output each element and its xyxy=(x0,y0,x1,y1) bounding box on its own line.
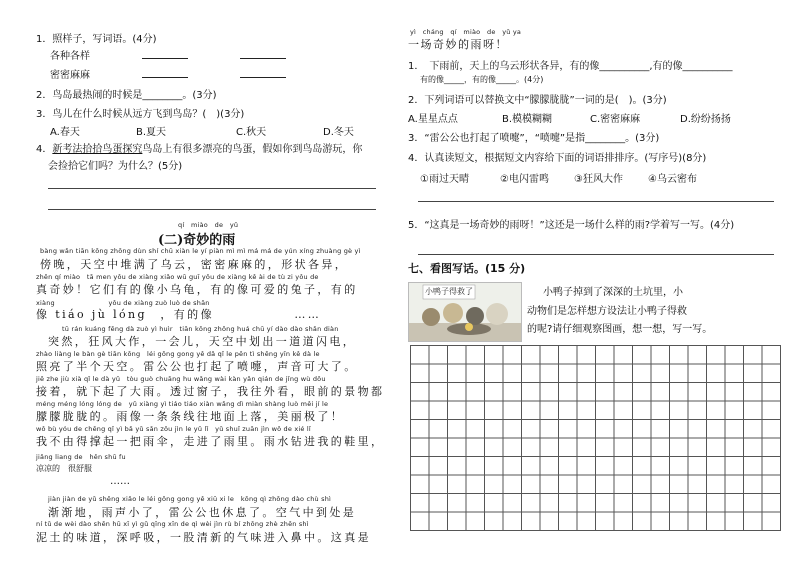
r-q4-item-4: ④乌云密布 xyxy=(648,174,697,185)
q1-blank-4[interactable] xyxy=(240,67,286,78)
pinyin-line: jiē zhe jiù xià qǐ le dà yǔ tòu guò chuāng hu wǎng wài kàn yǎn qián de jǐng wù dōu xyxy=(36,375,326,383)
pinyin-line: bàng wǎn tiān kōng zhōng dùn shí chū xiàn le yí piàn mì mì má má de yún xíng zhuàng gè yì xyxy=(40,247,361,255)
passage-title: (二)奇妙的雨 xyxy=(158,233,236,248)
pinyin-line: jiàn jiàn de yǔ shēng xiǎo le léi gōng gong yě xiū xi le kōng qì zhōng dào chù shì xyxy=(48,495,332,503)
answer-line[interactable] xyxy=(418,254,774,255)
passage-line: 像 tiáo jù lóng ，有的像 …… xyxy=(36,308,322,321)
q1-example-2: 密密麻麻 xyxy=(50,70,90,81)
r-q2-option-a[interactable]: A.星星点点 xyxy=(408,114,458,125)
duckling-picture xyxy=(408,282,522,342)
passage-line: 照亮了半个天空。雷公公也打起了喷嚏，声音可大了。 xyxy=(36,360,358,373)
q3-option-b[interactable]: B.夏天 xyxy=(136,127,167,138)
passage-ending: 一场奇妙的雨呀！ xyxy=(408,38,508,51)
r-q4-item-1: ①雨过天晴 xyxy=(420,174,469,185)
q3-option-d[interactable]: D.冬天 xyxy=(323,127,354,138)
q4-text: 鸟岛上有很多漂亮的鸟蛋，假如你到鸟岛游玩，你 xyxy=(142,144,363,155)
head-pinyin: yì cháng qí miào de yǔ ya xyxy=(410,28,522,36)
passage-line: 泥土的味道，深呼吸，一股清新的气味进入鼻中。这真是 xyxy=(36,531,371,544)
q2-text: 2．鸟岛最热闹的时候是________。(3分) xyxy=(36,90,217,101)
pinyin-line: tū rán kuáng fēng dà zuò yì huìr tiān kōng zhōng huá chū yí dào dào shǎn diàn xyxy=(62,325,339,333)
q1-blank-3[interactable] xyxy=(142,67,188,78)
answer-line[interactable] xyxy=(48,209,376,210)
r-q4-item-3: ③狂风大作 xyxy=(574,174,623,185)
writing-prompt-3: 的呢?请仔细观察图画，想一想，写一写。 xyxy=(527,324,713,335)
passage-line: 渐渐地，雨声小了，雷公公也休息了。空气中到处是 xyxy=(48,506,357,519)
passage-line: 突然，狂风大作，一会儿，天空中划出一道道闪电， xyxy=(48,335,357,348)
passage-line: 真奇妙！它们有的像小乌龟，有的像可爱的兔子，有的 xyxy=(36,283,358,296)
q4-line1 xyxy=(36,140,362,155)
q1-text: 1．照样子，写词语。(4分) xyxy=(36,34,157,45)
pinyin-line: xiàng yǒu de xiàng zuò luò de shān xyxy=(36,299,210,307)
r-q2-option-c[interactable]: C.密密麻麻 xyxy=(590,114,641,125)
r-q2-option-d[interactable]: D.纷纷扬扬 xyxy=(680,114,731,125)
q4-prefix: 4． xyxy=(36,144,53,155)
q4-line2: 会捡拾它们吗？为什么？(5分) xyxy=(48,161,183,172)
q1-example-1: 各种各样 xyxy=(50,51,90,62)
pinyin-line: méng méng lóng lóng de yǔ xiàng yì tiáo tiáo xiàn wǎng dì miàn shàng luò měi jí le xyxy=(36,400,329,408)
pinyin-line: zhēn qí miào tā men yǒu de xiàng xiǎo wū guī yǒu de xiàng kě ài de tù zi yǒu de xyxy=(36,273,319,281)
ellipsis: …… xyxy=(110,476,130,487)
answer-line[interactable] xyxy=(418,201,774,202)
q4-tag: 新考法拾拾鸟蛋探究 xyxy=(52,144,143,155)
writing-prompt-2: 动物们是怎样想方设法让小鸭子得救 xyxy=(527,306,687,317)
r-q2-text: 2．下列词语可以替换文中“朦朦胧胧”一词的是( )。(3分) xyxy=(408,95,667,106)
answer-line[interactable] xyxy=(48,188,376,189)
q3-option-c[interactable]: C.秋天 xyxy=(236,127,267,138)
q1-blank-1[interactable] xyxy=(142,48,188,59)
q3-option-a[interactable]: A.春天 xyxy=(50,127,80,138)
passage-line: 我不由得撑起一把雨伞，走进了雨里。雨水钻进我的鞋里， xyxy=(36,435,385,448)
writing-grid[interactable] xyxy=(410,345,781,531)
r-q3-text: 3．“雷公公也打起了喷嚏”，“喷嚏”是指________。(3分) xyxy=(408,133,660,144)
writing-prompt-1: 小鸭子掉到了深深的土坑里，小 xyxy=(543,287,683,298)
r-q2-option-b[interactable]: B.模模糊糊 xyxy=(502,114,553,125)
r-q4-text: 4．认真读短文，根据短文内容给下面的词语排排序。(写序号)(8分) xyxy=(408,153,707,164)
r-q1-line2: 有的像_____，有的像_____。(4分) xyxy=(420,75,544,84)
pinyin-line: wǒ bù yóu de chēng qǐ yì bǎ yǔ sǎn zǒu jìn le yǔ lǐ yǔ shuǐ zuān jìn wǒ de xié lǐ xyxy=(36,425,311,433)
pinyin-line: ní tǔ de wèi dào shēn hū xī yì gǔ qīng xīn de qì wèi jìn rù bí zhōng zhè zhēn shì xyxy=(36,520,309,528)
note-text: 凉凉的 很舒服 xyxy=(36,464,92,473)
passage-line: 接着，就下起了大雨。透过窗子，我往外看，眼前的景物都 xyxy=(36,385,385,398)
r-q4-item-2: ②电闪雷鸣 xyxy=(500,174,549,185)
r-q1-text: 1． 下雨前，天上的乌云形状各异，有的像__________,有的像__________ xyxy=(408,61,733,72)
q3-text: 3．鸟儿在什么时候从远方飞到鸟岛？( )(3分) xyxy=(36,109,245,120)
passage-line: 傍晚，天空中堆满了乌云，密密麻麻的，形状各异， xyxy=(40,258,349,271)
r-q5-text: 5．“这真是一场奇妙的雨呀！”这还是一场什么样的雨?学着写一写。(4分) xyxy=(408,220,735,231)
passage-title-pinyin: qí miào de yǔ xyxy=(178,221,239,229)
pinyin-line: zhào liàng le bàn gè tiān kōng léi gōng gong yě dǎ qǐ le pēn tì shēng yīn kě dà le xyxy=(36,350,320,358)
picture-caption: 小鸭子得救了 xyxy=(425,287,473,296)
q1-blank-2[interactable] xyxy=(240,48,286,59)
passage-line: 朦朦胧胧的。雨像一条条线往地面上落，美丽极了！ xyxy=(36,410,345,423)
section-7-heading: 七、看图写话。(15 分) xyxy=(408,262,526,275)
note-pinyin: jiǎng liang de hěn shū fu xyxy=(36,453,126,461)
